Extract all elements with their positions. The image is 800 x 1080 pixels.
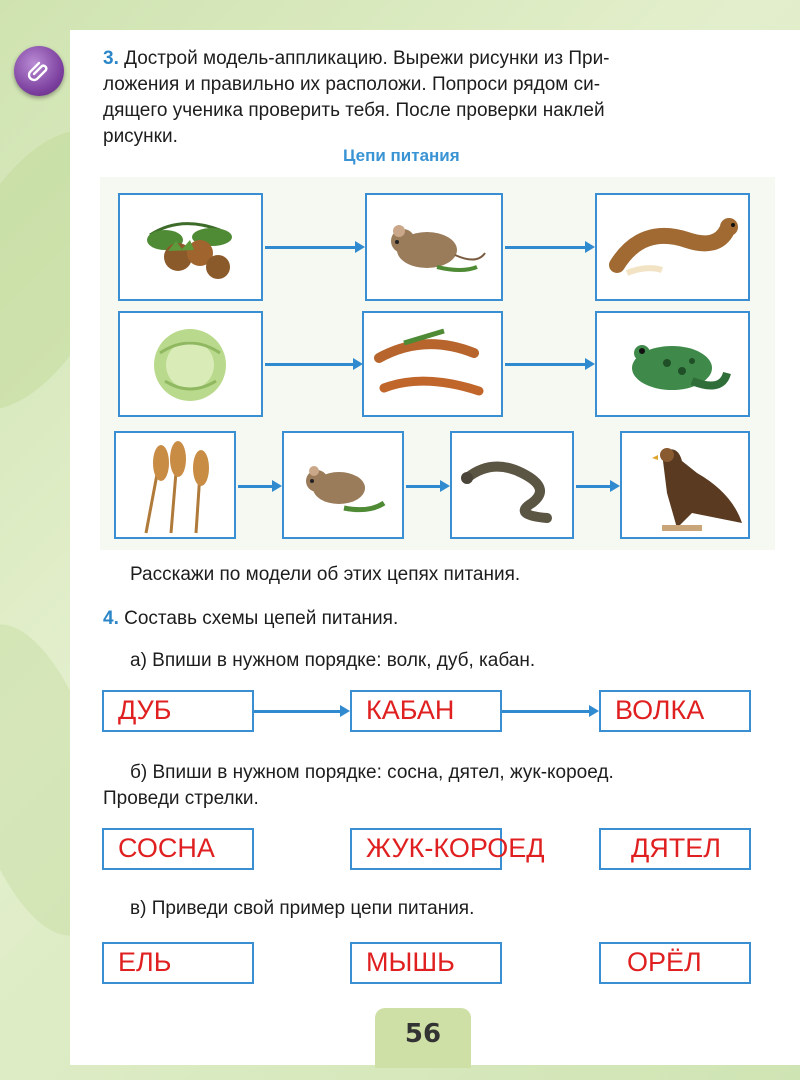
arrow-shaft [505, 363, 585, 366]
card-weasel [595, 193, 750, 301]
arrow-head [585, 241, 595, 253]
arrow-head [272, 480, 282, 492]
answer-box-b-2[interactable]: ЖУК-КОРОЕД [350, 828, 502, 870]
cabbage-picture [120, 313, 261, 415]
slugs-picture [364, 313, 501, 415]
arrow-head [440, 480, 450, 492]
food-chain-model [100, 177, 775, 550]
food-chains-title: Цепи питания [343, 146, 460, 165]
paperclip-badge [14, 46, 64, 96]
eagle-picture [622, 433, 748, 537]
page-number: 56 [375, 1008, 471, 1068]
answer-box-a-3[interactable]: ВОЛКА [599, 690, 751, 732]
card-wheat [114, 431, 236, 539]
answer-box-c-3[interactable]: ОРЁЛ [599, 942, 751, 984]
mouse-picture [367, 195, 501, 299]
answer-box-c-2[interactable]: МЫШЬ [350, 942, 502, 984]
paperclip-icon [25, 57, 53, 85]
task3-line-4: рисунки. [103, 126, 178, 147]
task4c-prompt: в) Приведи свой пример цепи питания. [130, 898, 475, 919]
arrow-head [589, 705, 599, 717]
card-mouse [365, 193, 503, 301]
answer-box-b-3[interactable]: ДЯТЕЛ [599, 828, 751, 870]
task3-line-1 [103, 46, 763, 72]
arrow-shaft [238, 485, 273, 488]
arrow-shaft [265, 363, 353, 366]
task3-line-1-text: Дострой модель-аппликацию. Вырежи рисунки из При- [124, 48, 610, 69]
task4-heading [103, 606, 398, 632]
answer-box-b-1[interactable]: СОСНА [102, 828, 254, 870]
task3-number: 3. [103, 48, 119, 69]
task4b-prompt-line-2: Проведи стрелки. [103, 788, 259, 809]
card-snake [450, 431, 574, 539]
task4a-prompt: а) Впиши в нужном порядке: волк, дуб, кабан. [130, 650, 536, 671]
answer-box-a-1[interactable]: ДУБ [102, 690, 254, 732]
arrow-head [353, 358, 363, 370]
arrow-shaft [406, 485, 440, 488]
arrow-head [610, 480, 620, 492]
task4b-prompt-line-1: б) Впиши в нужном порядке: сосна, дятел, жук-короед. [130, 762, 614, 783]
hazelnuts-picture [120, 195, 261, 299]
card-frog [595, 311, 750, 417]
weasel-picture [597, 195, 748, 299]
frog-picture [597, 313, 748, 415]
card-eagle [620, 431, 750, 539]
task3-caption: Расскажи по модели об этих цепях питания. [130, 564, 521, 585]
task4b-prompt [103, 760, 753, 812]
arrow-head [355, 241, 365, 253]
card-slugs [362, 311, 503, 417]
card-cabbage [118, 311, 263, 417]
task4-intro: Составь схемы цепей питания. [124, 608, 399, 629]
arrow-shaft [505, 246, 585, 249]
mouse-picture [284, 433, 402, 537]
task3-paragraph [103, 46, 763, 150]
answer-box-a-2[interactable]: КАБАН [350, 690, 502, 732]
arrow-shaft [265, 246, 355, 249]
arrow-shaft [254, 710, 340, 713]
arrow-shaft [576, 485, 610, 488]
card-mouse-2 [282, 431, 404, 539]
arrow-shaft [502, 710, 589, 713]
answer-box-c-1[interactable]: ЕЛЬ [102, 942, 254, 984]
task3-line-2: ложения и правильно их расположи. Попроси рядом си- [103, 74, 601, 95]
arrow-head [340, 705, 350, 717]
task4-number: 4. [103, 608, 119, 629]
arrow-head [585, 358, 595, 370]
wheat-picture [116, 433, 234, 537]
card-hazelnuts [118, 193, 263, 301]
task3-line-3: дящего ученика проверить тебя. После проверки наклей [103, 100, 605, 121]
snake-picture [452, 433, 572, 537]
